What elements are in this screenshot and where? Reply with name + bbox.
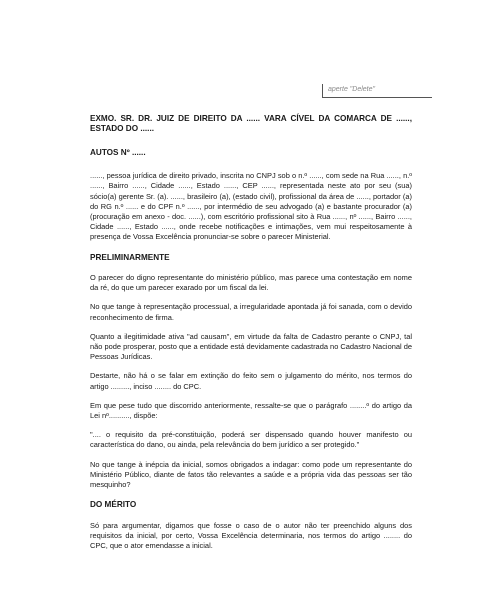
legal-quote: ".... o requisito da pré-constituição, poderá ser dispensado quando houver manifesto ou característica do dano, ou ainda, pela relevância do bem jurídico a ser protegido." [90,430,412,450]
paragraph-1: O parecer do digno representante do ministério público, mas parece uma contestação em nome da ré, do que um parecer exarado por um fiscal da lei. [90,273,412,293]
paragraph-7: Só para argumentar, digamos que fosse o caso de o autor não ter preenchido alguns dos requisitos da inicial, por certo, Vossa Excelência determinaria, nos termos do artigo ........ do CPC, que o ator emendasse a inicial. [90,520,412,551]
paragraph-4: Destarte, não há o se falar em extinção do feito sem o julgamento do mérito, nos termos do artigo ........., inciso ........ do CPC. [90,371,412,391]
delete-hint-text: aperte "Delete" [328,86,375,93]
intro-paragraph: ......, pessoa jurídica de direito privado, inscrita no CNPJ sob o n.º ......, com sede na Rua ......, n.º ......, Bairro ......, Cidade ......, Estado ......, CEP ......, representada neste ato por seu (sua) sócio(a) gerente Sr. (a). ......, brasileiro (a), (estado civil), profissional da área de ......, portador (a) do RG n.º ...... e do CPF n.º ......, por intermédio de seu advogado (a) e bastante procurador (a) (procuração em anexo - doc. ......), com escritório profissional sito à Rua ......, nº ......, Bairro ......, Cidade ......, Estado ......, onde recebe notificações e intimações, vem mui respeitosamente à presença de Vossa Excelência pronunciar-se sobre o parecer Ministerial. [90,171,412,242]
court-address-heading: EXMO. SR. DR. JUIZ DE DIREITO DA ...... VARA CÍVEL DA COMARCA DE ......, ESTADO DO ...... [90,114,412,134]
paragraph-5: Em que pese tudo que discorrido anteriormente, ressalte-se que o parágrafo ........º do artigo da Lei nº.........., dispõe: [90,400,412,421]
paragraph-2: No que tange à representação processual, a irregularidade apontada já foi sanada, com o devido reconhecimento de firma. [90,302,412,322]
petition-document [90,114,412,551]
section-merit-heading: DO MÉRITO [90,500,137,510]
paragraph-6: No que tange à inépcia da inicial, somos obrigados a indagar: como pode um representante do Ministério Público, diante de fatos tão relevantes a saúde e a própria vida das pessoas ser tão mesquinho? [90,459,412,490]
case-number-heading: AUTOS Nº ...... [90,147,146,157]
section-preliminary-heading: PRELIMINARMENTE [90,252,170,262]
paragraph-3: Quanto a ilegitimidade ativa "ad causam", em virtude da falta de Cadastro perante o CNPJ, tal não pode prosperar, posto que a entidade está devidamente cadastrada no Cadastro Nacional de Pessoas Jurídicas. [90,331,412,362]
delete-hint-box [322,84,432,98]
